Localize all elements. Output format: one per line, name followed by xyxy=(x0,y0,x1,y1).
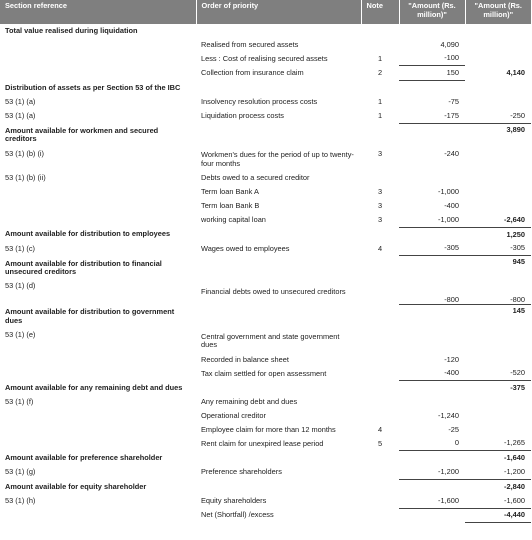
amount1-cell xyxy=(399,304,465,329)
header-amount-2: "Amount (Rs. million)" xyxy=(465,0,531,24)
order-cell: Net (Shortfall) /excess xyxy=(201,510,274,520)
section-cell: 53 (1) (a) xyxy=(5,110,36,120)
section-cell: Distribution of assets as per Section 53 of the IBC xyxy=(5,82,181,92)
amount2-cell xyxy=(465,172,531,186)
note-cell xyxy=(361,38,399,52)
amount1-cell xyxy=(399,227,465,241)
amount2-cell: 3,890 xyxy=(506,124,525,134)
note-cell xyxy=(361,256,399,281)
note-cell: 3 xyxy=(377,148,383,158)
amount2-cell xyxy=(465,199,531,213)
header-note: Note xyxy=(361,0,399,24)
note-cell xyxy=(361,227,399,241)
order-cell xyxy=(196,81,361,95)
section-cell xyxy=(0,409,196,423)
amount2-cell: -1,200 xyxy=(465,465,531,479)
order-cell xyxy=(196,451,361,465)
note-cell: 1 xyxy=(377,110,383,120)
section-cell: 53 (1) (c) xyxy=(5,243,35,253)
amount1-cell xyxy=(399,256,465,281)
amount2-cell xyxy=(465,148,531,172)
section-cell: 53 (1) (h) xyxy=(5,495,36,505)
order-cell: Tax claim settled for open assessment xyxy=(201,368,327,378)
amount2-cell: -1,640 xyxy=(504,453,525,463)
table-row xyxy=(0,465,531,479)
table-row xyxy=(0,423,531,437)
table-row xyxy=(0,123,531,148)
section-cell xyxy=(0,38,196,52)
amount1-cell: 4,090 xyxy=(440,39,459,49)
table-row xyxy=(0,508,531,523)
table-row xyxy=(0,381,531,395)
amount1-cell xyxy=(399,451,465,465)
amount1-cell: -400 xyxy=(444,201,459,210)
note-cell xyxy=(361,24,399,38)
note-cell: 5 xyxy=(377,438,383,448)
section-cell: 53 (1) (b) (i) xyxy=(5,148,45,158)
note-cell xyxy=(361,381,399,395)
amount2-cell xyxy=(465,38,531,52)
amount1-cell: -1,240 xyxy=(438,410,459,420)
order-cell xyxy=(196,227,361,241)
note-cell: 3 xyxy=(377,215,383,225)
section-cell: Amount available for preference shareholder xyxy=(5,453,163,463)
table-row xyxy=(0,38,531,52)
amount2-cell: -520 xyxy=(465,367,531,381)
amount2-cell: 4,140 xyxy=(506,68,525,78)
note-cell xyxy=(361,480,399,494)
amount1-cell: 150 xyxy=(399,66,465,81)
order-cell: Equity shareholders xyxy=(201,495,267,505)
amount1-cell xyxy=(399,172,465,186)
order-cell: Central government and state government dues xyxy=(201,331,340,349)
amount2-cell xyxy=(465,81,531,95)
table-row xyxy=(0,451,531,465)
amount2-cell xyxy=(465,353,531,367)
note-cell xyxy=(361,280,399,304)
amount2-cell xyxy=(465,409,531,423)
section-cell: 53 (1) (g) xyxy=(5,467,36,477)
table-row xyxy=(0,280,531,304)
note-cell xyxy=(361,465,399,479)
section-cell xyxy=(0,353,196,367)
section-cell: 53 (1) (b) (ii) xyxy=(5,173,46,183)
amount2-cell xyxy=(465,52,531,66)
amount2-cell: -1,600 xyxy=(465,494,531,508)
section-cell: Amount available for distribution to employees xyxy=(5,229,171,239)
table-row xyxy=(0,409,531,423)
amount1-cell: -1,000 xyxy=(438,187,459,197)
note-cell: 3 xyxy=(377,187,383,197)
order-cell xyxy=(196,123,361,148)
order-cell: Workmen's dues for the period of up to twenty-four months xyxy=(201,150,354,168)
order-cell: Liquidation process costs xyxy=(201,110,284,120)
section-cell xyxy=(0,423,196,437)
section-cell: Amount available for equity shareholder xyxy=(5,481,147,491)
order-cell: Term loan Bank B xyxy=(201,201,260,210)
note-cell xyxy=(361,409,399,423)
amount2-cell: -2,840 xyxy=(504,481,525,491)
amount1-cell: -400 xyxy=(399,367,465,381)
amount1-cell xyxy=(399,24,465,38)
header-amount-1: "Amount (Rs. million)" xyxy=(399,0,465,24)
note-cell xyxy=(361,172,399,186)
header-section-reference: Section reference xyxy=(0,0,196,24)
order-cell: Operational creditor xyxy=(201,410,266,420)
section-cell xyxy=(0,66,196,81)
section-cell: Amount available for distribution to financial unsecured creditors xyxy=(5,258,162,277)
table-row xyxy=(0,480,531,494)
order-cell: Term loan Bank A xyxy=(201,187,259,197)
amount2-cell: -1,265 xyxy=(465,437,531,451)
amount1-cell xyxy=(399,480,465,494)
amount1-cell xyxy=(399,123,465,148)
order-cell: Any remaining debt and dues xyxy=(201,397,298,407)
section-cell xyxy=(0,437,196,451)
table-row xyxy=(0,437,531,451)
amount2-cell: 945 xyxy=(512,257,525,267)
table-row xyxy=(0,227,531,241)
order-cell: Insolvency resolution process costs xyxy=(201,96,318,106)
note-cell xyxy=(361,494,399,508)
amount1-cell xyxy=(399,81,465,95)
amount1-cell: -1,000 xyxy=(399,213,465,227)
section-cell: 53 (1) (d) xyxy=(5,281,36,291)
amount1-cell: -1,600 xyxy=(399,494,465,508)
amount1-cell: -100 xyxy=(399,52,465,66)
order-cell: Preference shareholders xyxy=(201,467,282,477)
note-cell: 1 xyxy=(377,53,383,63)
note-cell xyxy=(361,395,399,409)
amount1-cell: 0 xyxy=(399,437,465,451)
table-row xyxy=(0,256,531,281)
amount1-cell: -120 xyxy=(444,354,459,364)
amount2-cell xyxy=(465,24,531,38)
amount1-cell: -25 xyxy=(448,424,459,434)
note-cell xyxy=(361,81,399,95)
section-cell: Amount available for distribution to government dues xyxy=(5,307,175,325)
order-cell xyxy=(196,381,361,395)
order-cell: Debts owed to a secured creditor xyxy=(201,173,310,183)
amount2-cell: -375 xyxy=(510,383,525,393)
amount1-cell xyxy=(399,381,465,395)
table-header-row xyxy=(0,0,531,24)
amount2-cell: 145 xyxy=(512,305,525,315)
table-row xyxy=(0,185,531,199)
amount2-cell xyxy=(465,185,531,199)
table-row xyxy=(0,95,531,109)
order-cell: working capital loan xyxy=(201,215,266,225)
amount2-cell xyxy=(465,329,531,353)
note-cell xyxy=(361,508,399,523)
amount1-cell: -240 xyxy=(444,148,459,158)
note-cell: 2 xyxy=(377,68,383,78)
header-order-of-priority: Order of priority xyxy=(196,0,361,24)
amount1-cell xyxy=(399,395,465,409)
amount1-cell: -305 xyxy=(399,242,465,256)
note-cell xyxy=(361,123,399,148)
order-cell xyxy=(196,304,361,329)
table-row xyxy=(0,213,531,227)
note-cell xyxy=(361,329,399,353)
note-cell: 3 xyxy=(377,201,383,210)
note-cell: 4 xyxy=(377,424,383,434)
order-cell: Rent claim for unexpired lease period xyxy=(201,438,324,448)
note-cell xyxy=(361,367,399,381)
note-cell: 4 xyxy=(377,243,383,253)
section-cell: 53 (1) (f) xyxy=(5,397,34,407)
order-cell: Realised from secured assets xyxy=(201,39,299,49)
note-cell: 1 xyxy=(377,96,383,106)
amount1-cell: -75 xyxy=(448,96,459,106)
table-row xyxy=(0,242,531,256)
amount2-cell: -4,440 xyxy=(465,508,531,523)
order-cell: Less : Cost of realising secured assets xyxy=(201,53,328,63)
amount1-cell: -1,200 xyxy=(399,465,465,479)
table-row xyxy=(0,367,531,381)
section-cell: 53 (1) (a) xyxy=(5,96,36,106)
table-row xyxy=(0,109,531,123)
table-row xyxy=(0,52,531,66)
table-row xyxy=(0,395,531,409)
amount2-cell: -305 xyxy=(465,242,531,256)
order-cell: Employee claim for more than 12 months xyxy=(201,424,336,434)
section-cell xyxy=(0,367,196,381)
table-row xyxy=(0,494,531,508)
order-cell xyxy=(196,24,361,38)
section-cell xyxy=(0,199,196,213)
table-row xyxy=(0,81,531,95)
section-cell: Amount available for workmen and secured creditors xyxy=(5,126,159,144)
table-row xyxy=(0,353,531,367)
order-cell: Financial debts owed to unsecured creditors xyxy=(201,287,346,297)
section-cell xyxy=(0,185,196,199)
amount2-cell xyxy=(465,395,531,409)
section-cell: Amount available for any remaining debt and dues xyxy=(5,383,183,393)
amount1-cell: -175 xyxy=(399,109,465,123)
amount2-cell xyxy=(465,95,531,109)
table-row xyxy=(0,24,531,38)
table-row xyxy=(0,199,531,213)
order-cell: Recorded in balance sheet xyxy=(201,354,289,364)
amount2-cell: -800 xyxy=(465,280,531,304)
amount2-cell: -2,640 xyxy=(465,213,531,227)
table-row xyxy=(0,172,531,186)
note-cell xyxy=(361,304,399,329)
order-cell xyxy=(196,256,361,281)
table-row xyxy=(0,66,531,81)
note-cell xyxy=(361,451,399,465)
amount1-cell xyxy=(399,329,465,353)
table-row xyxy=(0,304,531,329)
note-cell xyxy=(361,353,399,367)
table-row xyxy=(0,329,531,353)
section-cell xyxy=(0,508,196,523)
amount2-cell: 1,250 xyxy=(506,229,525,239)
order-cell: Wages owed to employees xyxy=(201,243,290,253)
amount2-cell: -250 xyxy=(465,109,531,123)
section-cell: 53 (1) (e) xyxy=(5,329,36,339)
section-cell xyxy=(0,213,196,227)
amount1-cell: -800 xyxy=(399,280,465,304)
order-cell: Collection from insurance claim xyxy=(201,68,304,78)
amount1-cell xyxy=(399,508,465,523)
amount2-cell xyxy=(465,423,531,437)
section-cell: Total value realised during liquidation xyxy=(5,25,138,35)
section-cell xyxy=(0,52,196,66)
order-cell xyxy=(196,480,361,494)
table-row xyxy=(0,148,531,172)
